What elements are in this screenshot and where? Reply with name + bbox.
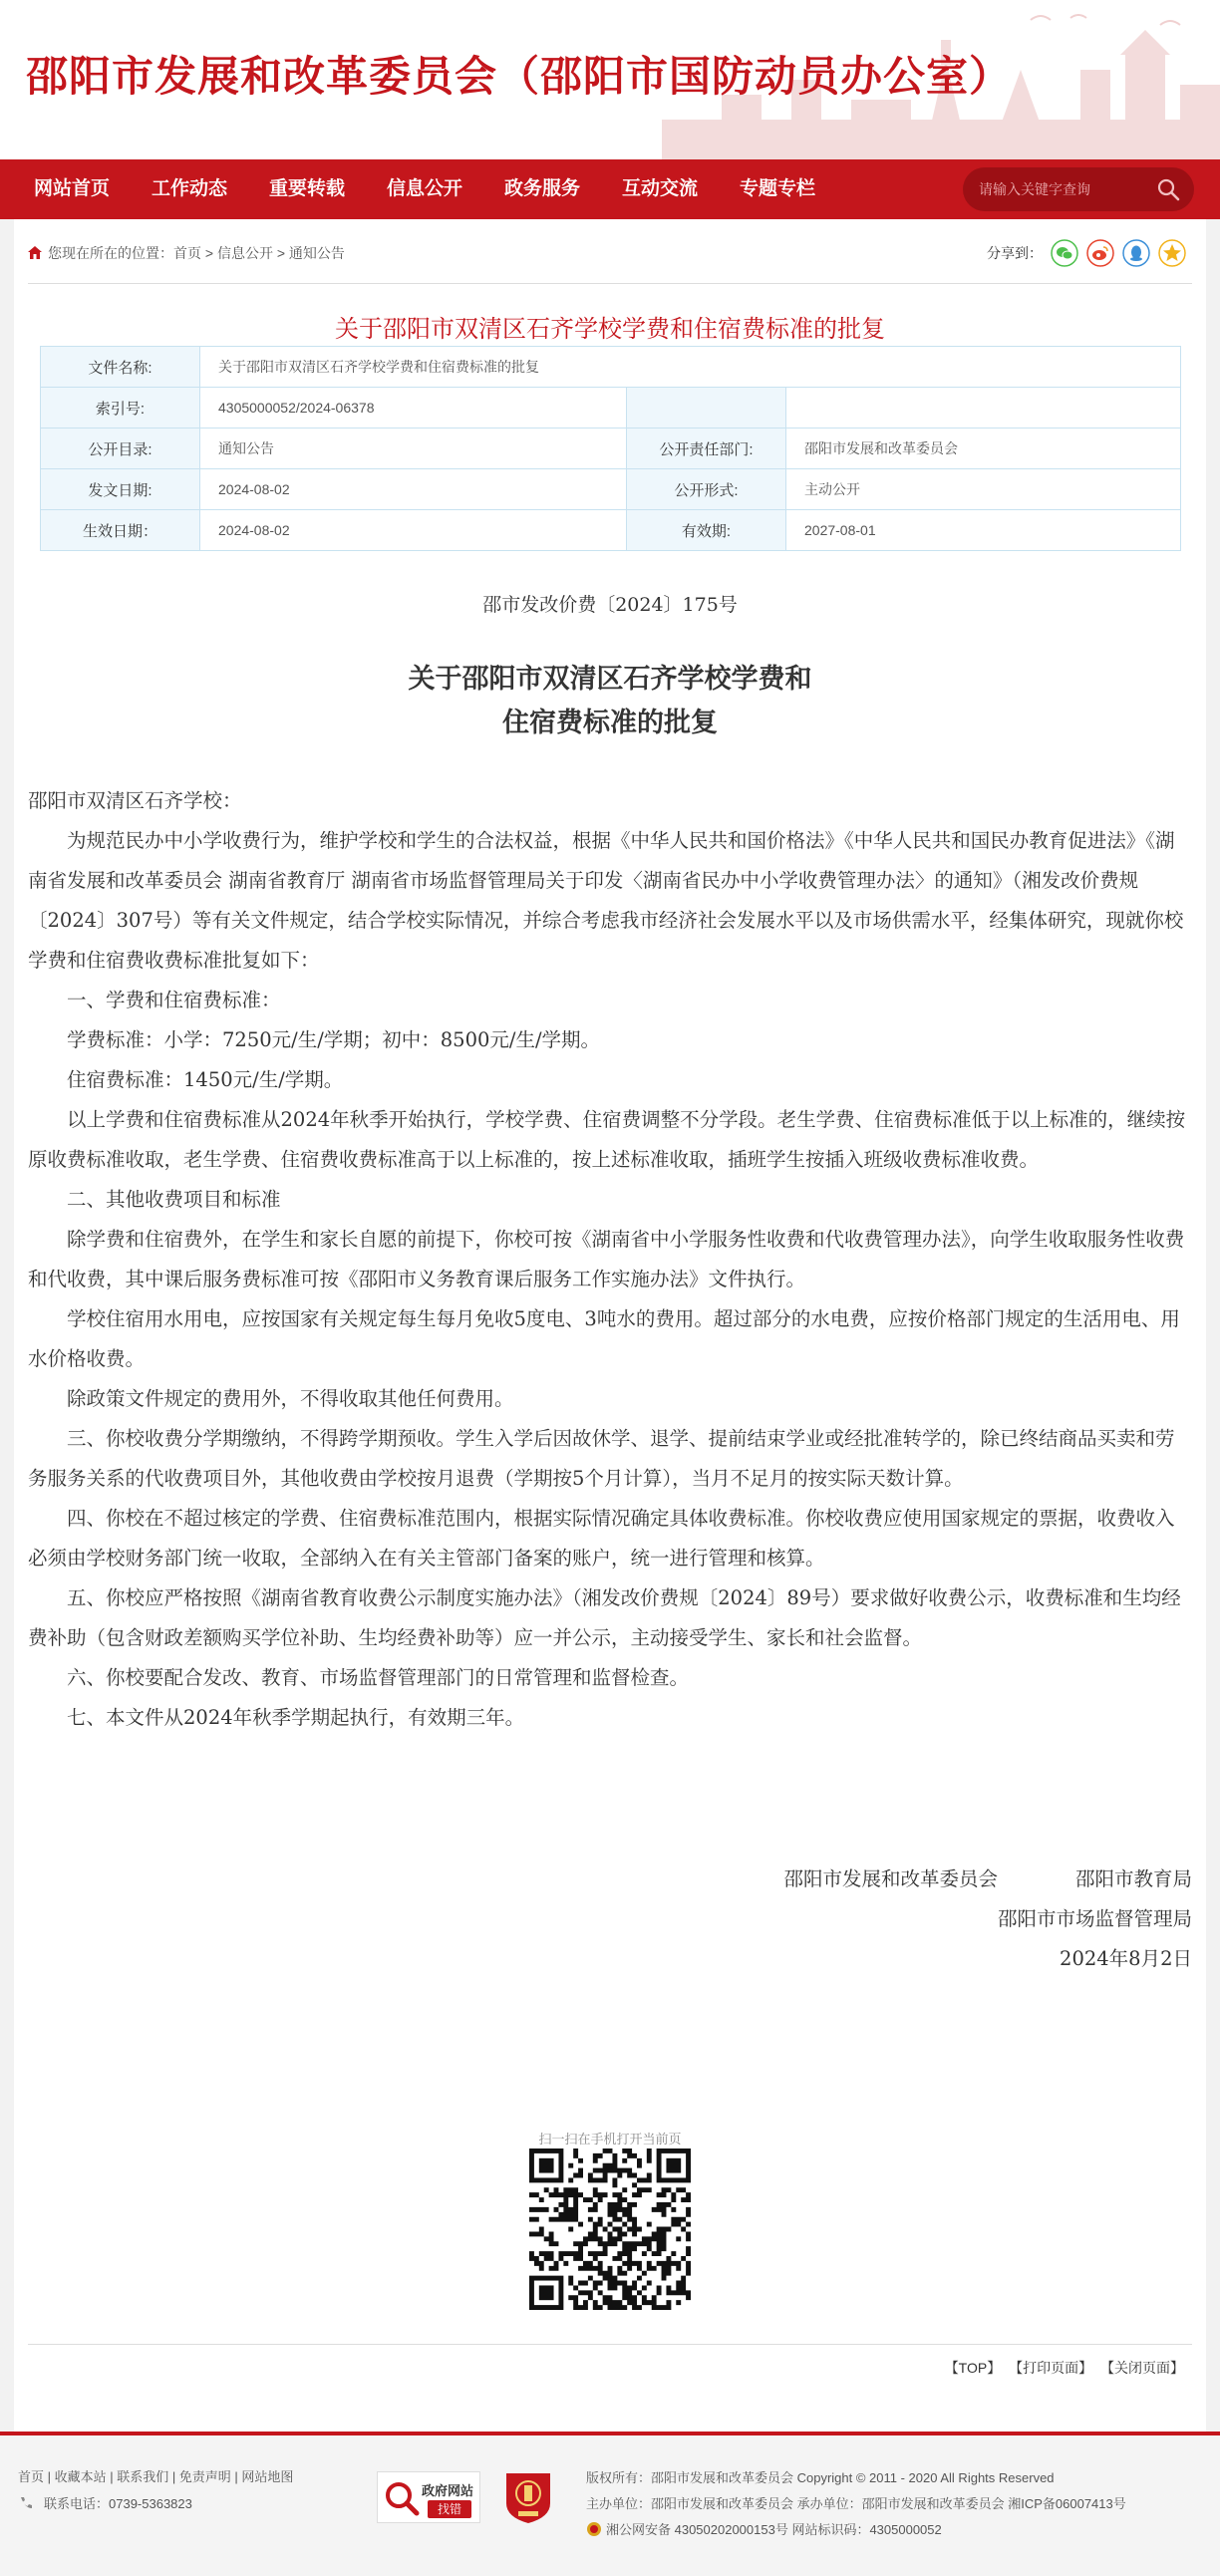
- footer-police-text: 湘公网安备 43050202000153号 网站标识码：4305000052: [606, 2522, 942, 2537]
- signers-line: 邵阳市发展和改革委员会 邵阳市教育局: [783, 1867, 1192, 1890]
- body-paragraph: 二、其他收费项目和标准: [67, 1188, 281, 1211]
- qr-code-icon: [529, 2148, 691, 2310]
- footer-phone: [18, 2493, 192, 2512]
- table-row: [41, 388, 1181, 429]
- eff-date-label: 生效日期：: [41, 510, 200, 551]
- body-paragraph: 住宿费标准：1450元/生/学期。: [67, 1068, 344, 1091]
- empty-label-cell: [627, 388, 786, 429]
- footer-links[interactable]: 首页 | 收藏本站 | 联系我们 | 免责声明 | 网站地图: [18, 2469, 294, 2484]
- document-heading-line-1: 关于邵阳市双清区石齐学校学费和: [408, 664, 812, 695]
- empty-value-cell: [786, 388, 1181, 429]
- weibo-icon[interactable]: [1086, 239, 1114, 267]
- document-body: [28, 781, 1192, 1738]
- print-page-link[interactable]: 【打印页面】: [1009, 2360, 1093, 2376]
- share-label: 分享到：: [987, 245, 1043, 261]
- sign-date: 2024年8月2日: [1060, 1947, 1192, 1970]
- footer-phone-text: 联系电话：0739-5363823: [44, 2496, 192, 2511]
- qq-icon[interactable]: [1122, 239, 1150, 267]
- file-name-label: 文件名称:: [41, 347, 200, 388]
- document-title: 关于邵阳市双清区石齐学校学费和住宿费标准的批复: [335, 316, 885, 343]
- body-paragraph: 为规范民办中小学收费行为，维护学校和学生的合法权益，根据《中华人民共和国价格法》《中华人民共和国民办教育促进法》《湖南省发展和改革委员会 湖南省教育厅 湖南省市场监督管理局关于印发〈湖南省民办中小学收费管理办法〉的通知》（湘发改价费规〔2024〕307号）等有关文件规定，结合学校实际情况，并综合考虑我市经济社会发展水平以及市场供需水平，经集体研究，现就你校学费和住宿费收费标准批复如下：: [28, 829, 1184, 972]
- body-paragraph: 除学费和住宿费外，在学生和家长自愿的前提下，你校可按《湖南省中小学服务性收费和代收费管理办法》，向学生收取服务性收费和代收费，其中课后服务费标准可按《邵阳市义务教育课后服务工作实施办法》文件执行。: [28, 1228, 1185, 1290]
- body-paragraph: 一、学费和住宿费标准：: [67, 989, 281, 1011]
- nav-item-special-topics[interactable]: 专题专栏: [740, 178, 816, 199]
- breadcrumb: [28, 243, 345, 263]
- form-value: 主动公开: [786, 469, 1181, 510]
- footer-police: [586, 2519, 942, 2538]
- tools-divider: [28, 2344, 1192, 2345]
- table-row: [41, 510, 1181, 551]
- search-icon[interactable]: [1156, 177, 1180, 201]
- file-name-value: 关于邵阳市双清区石齐学校学费和住宿费标准的批复: [200, 347, 1181, 388]
- body-paragraph: 五、你校应严格按照《湖南省教育收费公示制度实施办法》（湘发改价费规〔2024〕89号）要求做好收费公示，收费标准和生均经费补助（包含财政差额购买学位补助、生均经费补助等）应一并公示，主动接受学生、家长和社会监督。: [28, 1586, 1181, 1649]
- table-row: [41, 469, 1181, 510]
- nav-item-home[interactable]: 网站首页: [34, 178, 111, 199]
- breadcrumb-divider: [28, 283, 1192, 284]
- salutation: 邵阳市双清区石齐学校：: [28, 789, 242, 812]
- search-box: [963, 167, 1194, 211]
- wechat-icon[interactable]: [1051, 239, 1078, 267]
- qr-caption: 扫一扫在手机打开当前页: [538, 2132, 682, 2147]
- footer-host: 主办单位：邵阳市发展和改革委员会 承办单位：邵阳市发展和改革委员会 湘ICP备06007413号: [586, 2496, 1126, 2511]
- badge-top-text: 政府网站: [422, 2483, 474, 2498]
- dept-label: 公开责任部门:: [627, 429, 786, 469]
- form-label: 公开形式:: [627, 469, 786, 510]
- body-paragraph: 四、你校在不超过核定的学费、住宿费标准范围内，根据实际情况确定具体收费标准。你校收费应使用国家规定的票据，收费收入必须由学校财务部门统一收取，全部纳入在有关主管部门备案的账户，统一进行管理和核算。: [28, 1507, 1175, 1570]
- badge-bottom-text: 找错: [428, 2500, 471, 2518]
- eff-date-value: 2024-08-02: [200, 510, 627, 551]
- breadcrumb-text[interactable]: 您现在所在的位置：首页 > 信息公开 > 通知公告: [48, 245, 345, 261]
- site-title[interactable]: 邵阳市发展和改革委员会（邵阳市国防动员办公室）: [26, 52, 1013, 101]
- magnifier-icon: [384, 2480, 420, 2516]
- document-info-table: [40, 346, 1181, 551]
- body-paragraph: 七、本文件从2024年秋季学期起执行，有效期三年。: [67, 1706, 525, 1729]
- index-value: 4305000052/2024-06378: [200, 388, 627, 429]
- catalog-value: 通知公告: [200, 429, 627, 469]
- phone-icon: [18, 2495, 34, 2511]
- nav-item-info-disclosure[interactable]: 信息公开: [387, 178, 463, 199]
- page-tools: [941, 2358, 1184, 2378]
- qzone-icon[interactable]: [1158, 239, 1186, 267]
- table-row: [41, 429, 1181, 469]
- body-paragraph: 学费标准：小学：7250元/生/学期；初中：8500元/生/学期。: [67, 1028, 601, 1051]
- table-row: [41, 347, 1181, 388]
- close-page-link[interactable]: 【关闭页面】: [1100, 2360, 1184, 2376]
- search-input[interactable]: [979, 176, 1148, 202]
- nav-item-reposts[interactable]: 重要转载: [269, 178, 346, 199]
- pub-date-label: 发文日期:: [41, 469, 200, 510]
- document-heading-line-2: 住宿费标准的批复: [502, 708, 718, 738]
- body-paragraph: 以上学费和住宿费标准从2024年秋季开始执行，学校学费、住宿费调整不分学段。老生学费、住宿费标准低于以上标准的，继续按原收费标准收取，老生学费、住宿费收费标准高于以上标准的，按上述标准收取，插班学生按插入班级收费标准收费。: [28, 1108, 1186, 1171]
- body-paragraph: 三、你校收费分学期缴纳，不得跨学期预收。学生入学后因故休学、退学、提前结束学业或经批准转学的，除已终结商品买卖和劳务服务关系的代收费项目外，其他收费由学校按月退费（学期按5个月计算），当月不足月的按实际天数计算。: [28, 1427, 1175, 1490]
- footer-copyright: 版权所有：邵阳市发展和改革委员会 Copyright © 2011 - 2020 All Rights Reserved: [586, 2470, 1055, 2485]
- valid-value: 2027-08-01: [786, 510, 1181, 551]
- body-paragraph: 学校住宿用水用电，应按国家有关规定每生每月免收5度电、3吨水的费用。超过部分的水电费，应按价格部门规定的生活用电、用水价格收费。: [28, 1307, 1180, 1370]
- party-gov-emblem-icon[interactable]: [502, 2469, 554, 2525]
- signer-market-bureau: 邵阳市市场监督管理局: [997, 1907, 1192, 1930]
- nav-item-work-news[interactable]: 工作动态: [152, 178, 228, 199]
- police-badge-icon: [586, 2521, 602, 2537]
- pub-date-value: 2024-08-02: [200, 469, 627, 510]
- body-paragraph: 除政策文件规定的费用外，不得收取其他任何费用。: [67, 1387, 514, 1410]
- nav-item-gov-services[interactable]: 政务服务: [504, 178, 581, 199]
- nav-item-interaction[interactable]: 互动交流: [622, 178, 699, 199]
- document-heading: [0, 658, 1220, 745]
- document-number: 邵市发改价费〔2024〕175号: [482, 594, 738, 616]
- dept-value: 邵阳市发展和改革委员会: [786, 429, 1181, 469]
- gov-site-error-badge[interactable]: [377, 2471, 480, 2523]
- index-label: 索引号:: [41, 388, 200, 429]
- back-to-top-link[interactable]: 【TOP】: [944, 2360, 1002, 2376]
- valid-label: 有效期:: [627, 510, 786, 551]
- home-icon: [28, 246, 42, 259]
- body-paragraph: 六、你校要配合发改、教育、市场监督管理部门的日常管理和监督检查。: [67, 1666, 690, 1689]
- catalog-label: 公开目录:: [41, 429, 200, 469]
- site-header: [0, 0, 1220, 159]
